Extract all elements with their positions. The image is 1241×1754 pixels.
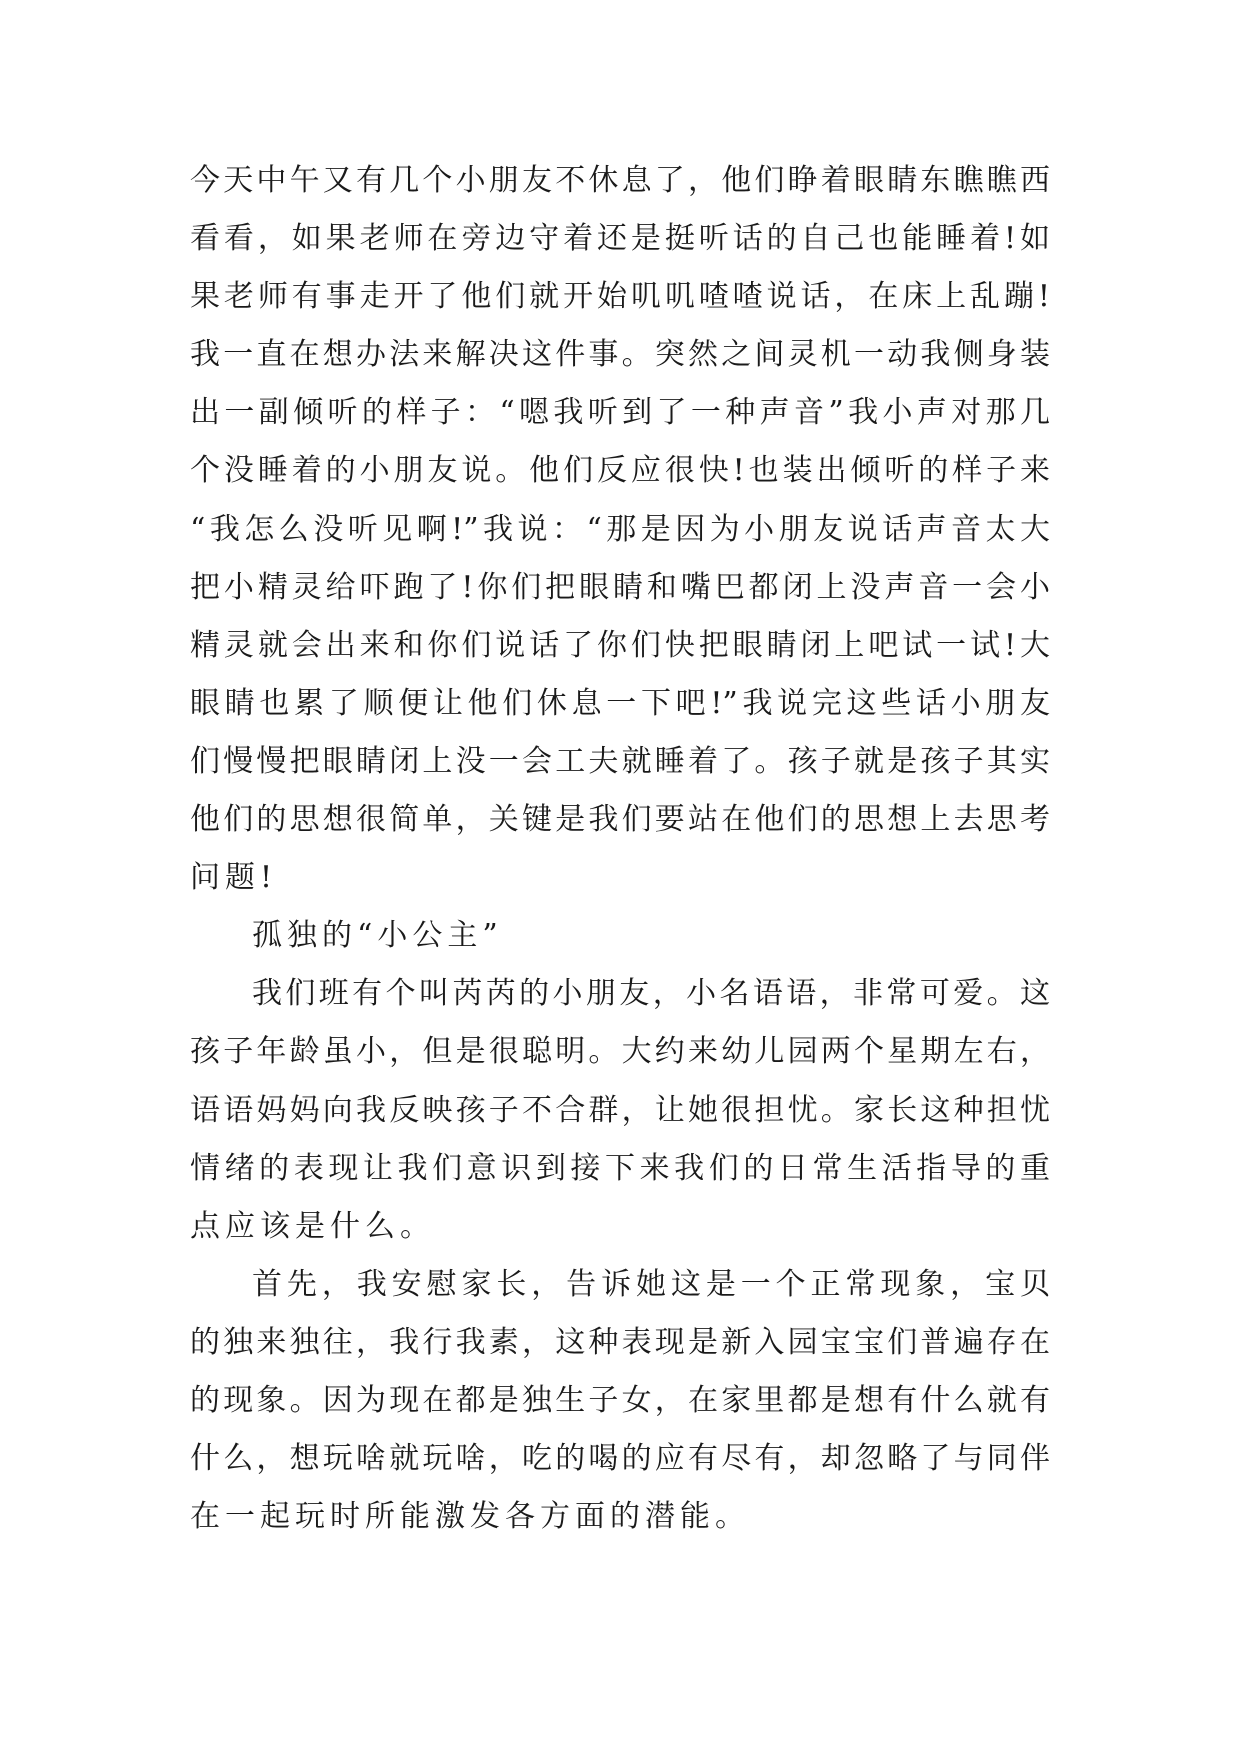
text-line: 果老师有事走开了他们就开始叽叽喳喳说话，在床上乱蹦! bbox=[190, 279, 1050, 315]
text-line: 在一起玩时所能激发各方面的潜能。 bbox=[190, 1499, 750, 1535]
text-line: “我怎么没听见啊!”我说：“那是因为小朋友说话声音太大 bbox=[190, 511, 1050, 547]
text-line: 出一副倾听的样子：“嗯我听到了一种声音”我小声对那几 bbox=[190, 395, 1050, 431]
text-line: 点应该是什么。 bbox=[190, 1208, 435, 1244]
text-line: 我们班有个叫芮芮的小朋友，小名语语，非常可爱。这 bbox=[252, 976, 1050, 1012]
text-line: 问题! bbox=[190, 860, 278, 896]
text-line: 情绪的表现让我们意识到接下来我们的日常生活指导的重 bbox=[190, 1150, 1050, 1186]
text-line: 我一直在想办法来解决这件事。突然之间灵机一动我侧身装 bbox=[190, 337, 1050, 373]
text-line: 首先，我安慰家长，告诉她这是一个正常现象，宝贝 bbox=[252, 1266, 1050, 1302]
text-line: 们慢慢把眼睛闭上没一会工夫就睡着了。孩子就是孩子其实 bbox=[190, 743, 1050, 779]
text-line: 今天中午又有几个小朋友不休息了，他们睁着眼睛东瞧瞧西 bbox=[190, 163, 1050, 198]
text-line: 眼睛也累了顺便让他们休息一下吧!”我说完这些话小朋友 bbox=[190, 685, 1050, 721]
text-line: 把小精灵给吓跑了!你们把眼睛和嘴巴都闭上没声音一会小 bbox=[190, 569, 1050, 605]
text-line: 孩子年龄虽小，但是很聪明。大约来幼儿园两个星期左右， bbox=[190, 1034, 1050, 1070]
text-line: 语语妈妈向我反映孩子不合群，让她很担忧。家长这种担忧 bbox=[190, 1092, 1050, 1128]
text-line: 看看，如果老师在旁边守着还是挺听话的自己也能睡着!如 bbox=[190, 221, 1050, 257]
text-line: 个没睡着的小朋友说。他们反应很快!也装出倾听的样子来 bbox=[190, 453, 1050, 489]
text-line: 的独来独往，我行我素，这种表现是新入园宝宝们普遍存在 bbox=[190, 1324, 1050, 1360]
document-body bbox=[190, 152, 1050, 1546]
text-line: 的现象。因为现在都是独生子女，在家里都是想有什么就有 bbox=[190, 1382, 1050, 1418]
section-heading: 孤独的“小公主” bbox=[252, 918, 503, 954]
text-line: 他们的思想很简单，关键是我们要站在他们的思想上去思考 bbox=[190, 802, 1050, 838]
text-line: 什么，想玩啥就玩啥，吃的喝的应有尽有，却忽略了与同伴 bbox=[190, 1441, 1050, 1477]
text-line: 精灵就会出来和你们说话了你们快把眼睛闭上吧试一试!大 bbox=[190, 627, 1050, 663]
